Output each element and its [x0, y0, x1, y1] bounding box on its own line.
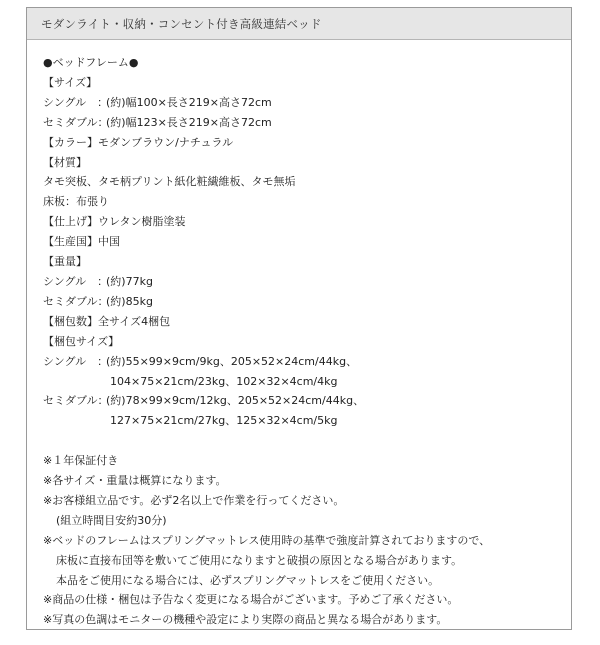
size-single-label: シングル ：: [43, 95, 109, 109]
package-size-heading: 【梱包サイズ】: [43, 334, 120, 348]
origin-line: 【生産国】中国: [43, 235, 120, 249]
weight-heading: 【重量】: [43, 255, 87, 269]
size-single-value: (約)幅100×長さ219×高さ72cm: [106, 95, 272, 109]
material-line-2: 床板：布張り: [43, 195, 109, 209]
package-semi-label: セミダブル：: [43, 394, 109, 408]
weight-single-row: [43, 272, 563, 292]
note-warranty: ※１年保証付き: [43, 454, 119, 468]
weight-semi-label: セミダブル：: [43, 294, 109, 308]
package-single-line-2: 104×75×21cm/23kg、102×32×4cm/4kg: [110, 374, 338, 388]
package-count-line: 【梱包数】全サイズ4梱包: [43, 314, 171, 328]
spec-content: [43, 53, 563, 630]
spec-title: モダンライト・収納・コンセント付き高級連結ベッド: [41, 16, 322, 31]
note-spring-2: 床板に直接布団等を敷いてご使用になりますと破損の原因となる場合があります。: [56, 553, 463, 567]
material-heading: 【材質】: [43, 155, 87, 169]
size-semi-label: セミダブル：: [43, 115, 109, 129]
note-spec-change: ※商品の仕様・梱包は予告なく変更になる場合がございます。予めご了承ください。: [43, 593, 459, 607]
note-assembly: ※お客様組立品です。必ず2名以上で作業を行ってください。: [43, 493, 345, 507]
package-single-line-1: (約)55×99×9cm/9kg、205×52×24cm/44kg、: [106, 354, 358, 368]
package-single-row: [43, 352, 563, 372]
section-spacer: [43, 431, 563, 451]
weight-single-value: (約)77kg: [106, 274, 153, 288]
color-line: 【カラー】モダンブラウン/ナチュラル: [43, 135, 234, 149]
note-spring-1: ※ベッドのフレームはスプリングマットレス使用時の基準で強度計算されておりますので、: [43, 533, 491, 547]
note-photo-color: ※写真の色調はモニターの機種や設定により実際の商品と異なる場合があります。: [43, 613, 448, 627]
weight-semi-row: [43, 292, 563, 312]
package-semi-line-1: (約)78×99×9cm/12kg、205×52×24cm/44kg、: [106, 394, 365, 408]
spec-title-bar: [27, 8, 571, 40]
frame-heading: ●ベッドフレーム●: [43, 56, 139, 69]
size-semi-row: [43, 113, 563, 133]
package-single-label: シングル ：: [43, 354, 109, 368]
package-semi-row: [43, 391, 563, 411]
weight-semi-value: (約)85kg: [106, 294, 153, 308]
note-spring-3: 本品をご使用になる場合には、必ずスプリングマットレスをご使用ください。: [56, 573, 440, 587]
package-semi-line-2: 127×75×21cm/27kg、125×32×4cm/5kg: [110, 414, 338, 428]
size-single-row: [43, 93, 563, 113]
weight-single-label: シングル ：: [43, 274, 109, 288]
size-heading: 【サイズ】: [43, 75, 98, 89]
finish-line: 【仕上げ】ウレタン樹脂塗装: [43, 215, 186, 229]
spec-panel: [26, 7, 572, 630]
size-semi-value: (約)幅123×長さ219×高さ72cm: [106, 115, 272, 129]
note-assembly-time: (組立時間目安約30分): [56, 513, 167, 527]
note-approx: ※各サイズ・重量は概算になります。: [43, 474, 227, 488]
material-line-1: タモ突板、タモ柄プリント紙化粧繊維板、タモ無垢: [43, 175, 296, 189]
